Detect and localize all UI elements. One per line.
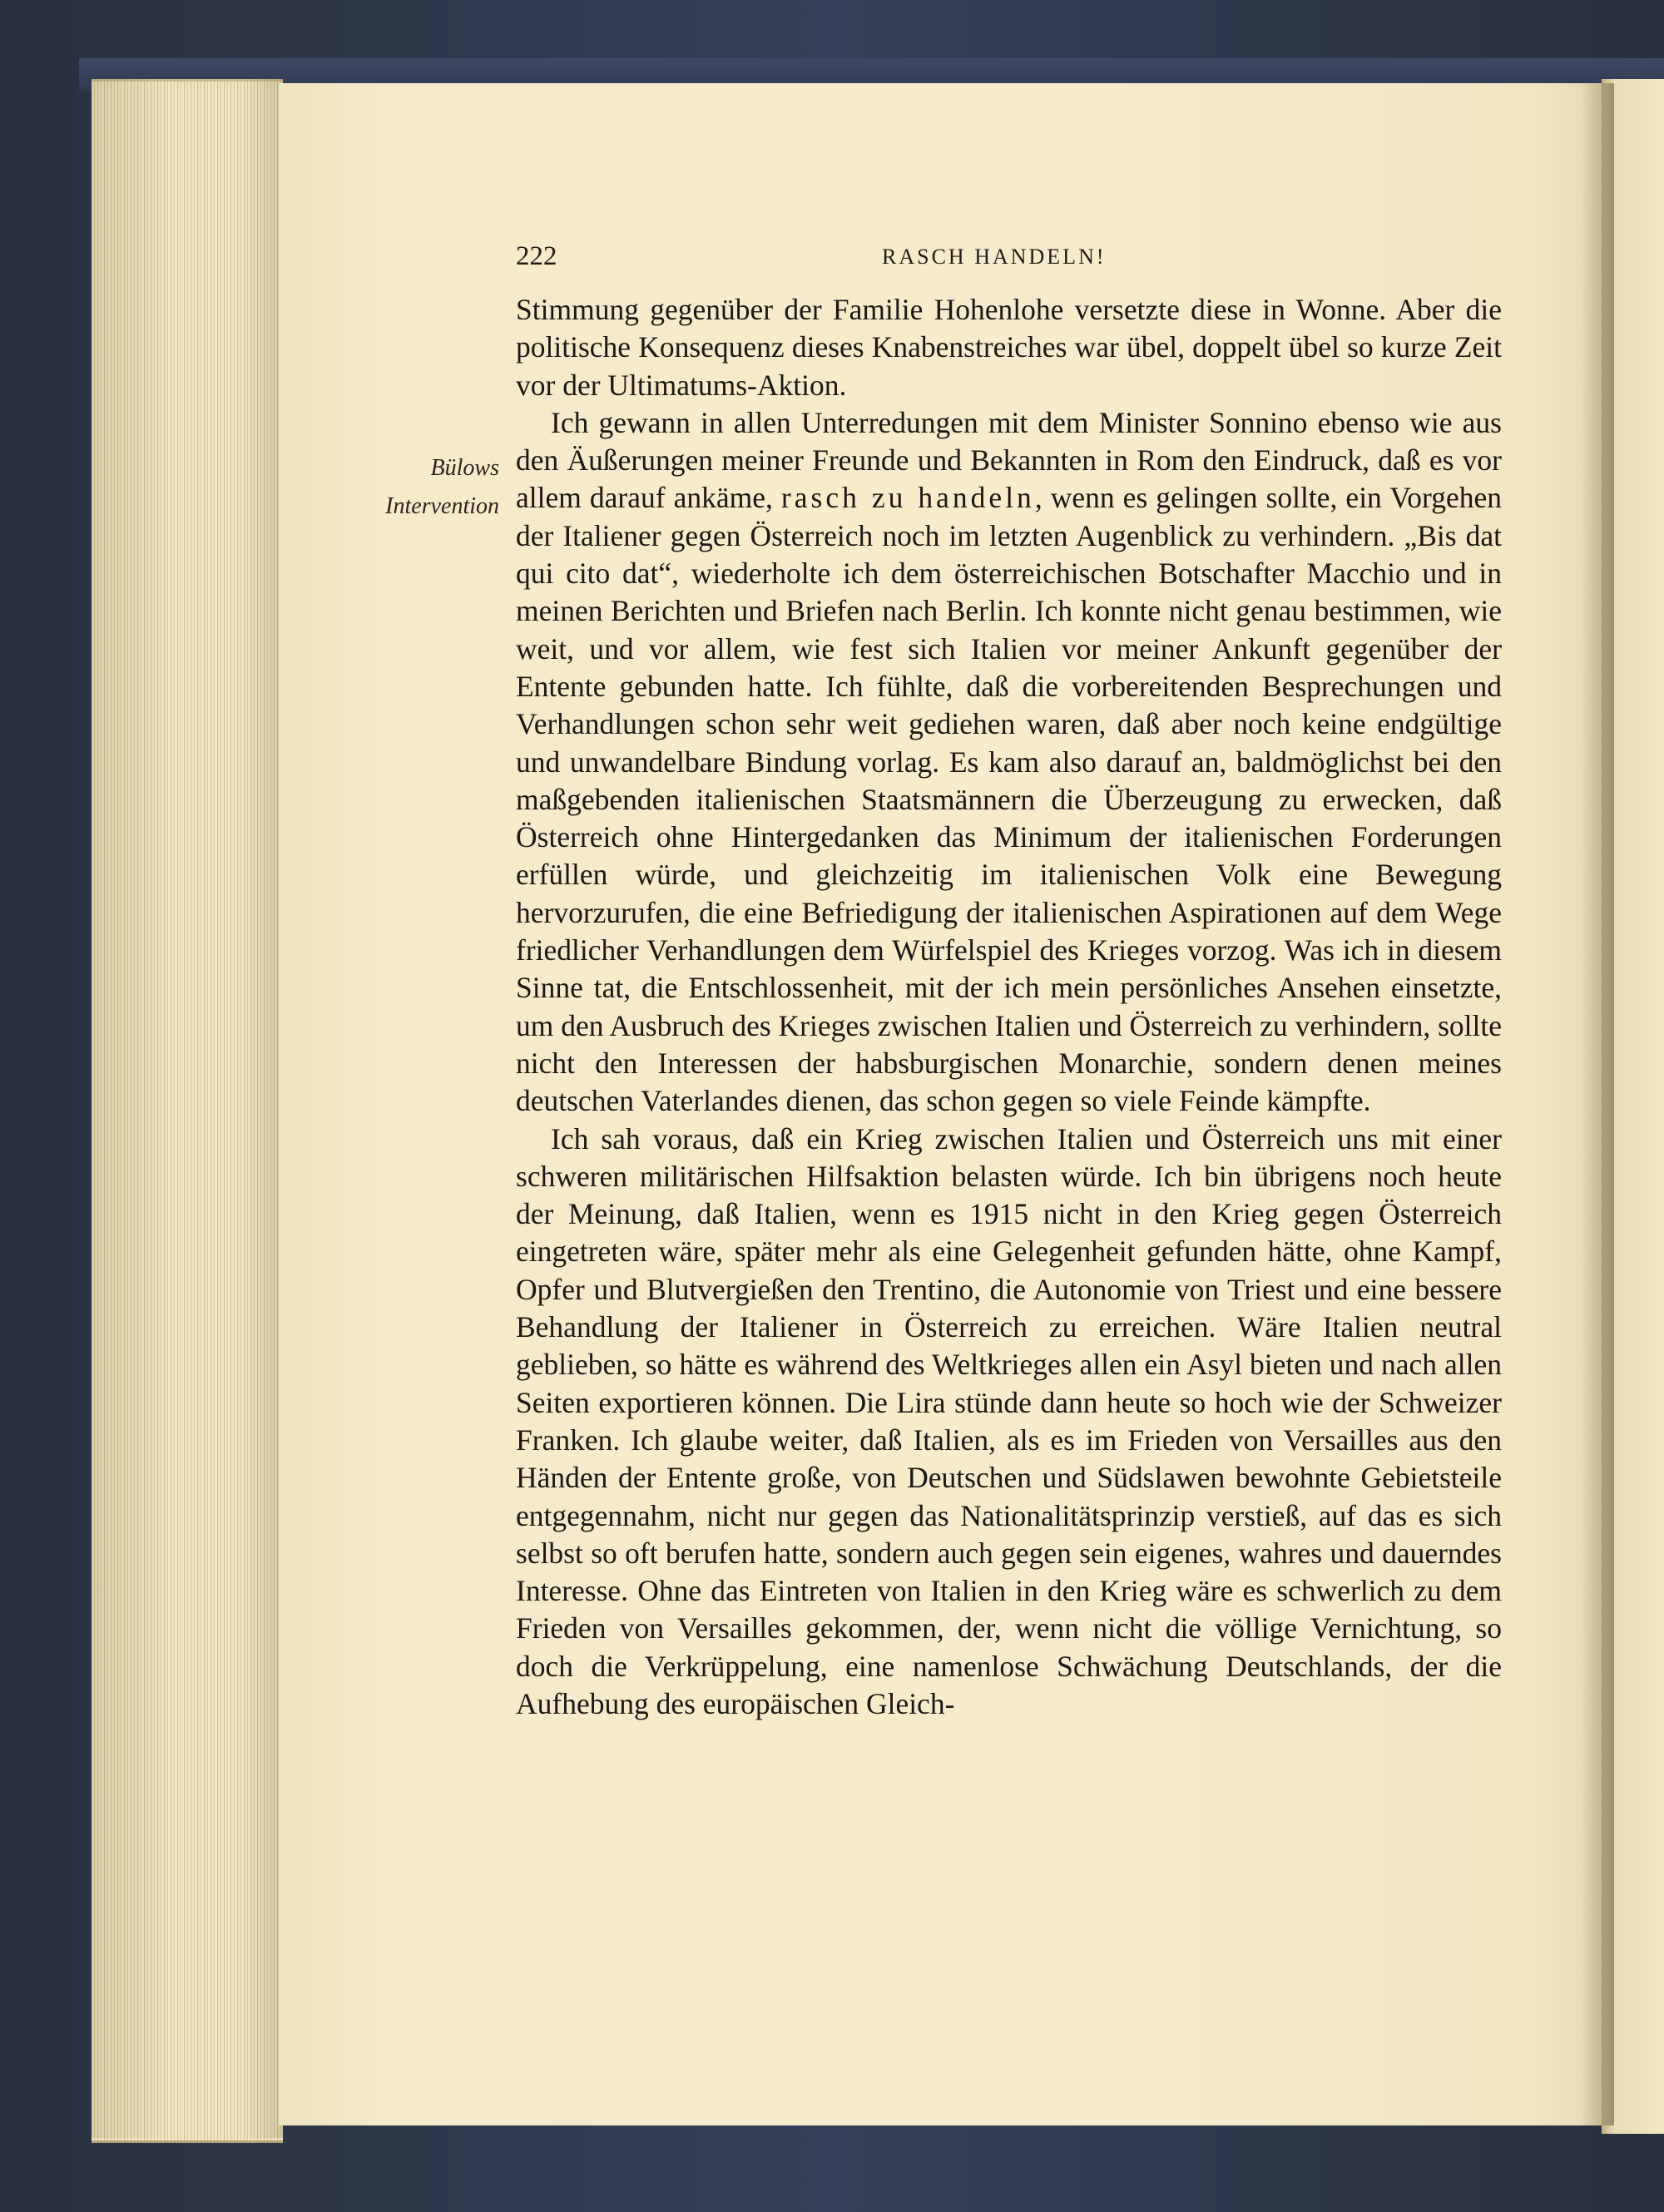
paragraph-2-after: , wenn es gelingen sollte, ein Vorgehen der Italiener gegen Österreich noch im letzten Augenblick zu verhindern. „Bis dat qui cito dat“, wiederholte ich dem österreichischen Botschafter Macchio und in meinen Berichten und Briefen nach Berlin. Ich konnte nicht genau bestimmen, wie weit, und vor allem, wie fest sich Italien vor meiner Ankunft gegenüber der Entente gebunden hatte. Ich fühlte, daß die vorbereitenden Besprechungen und Verhandlungen schon sehr weit gediehen waren, daß aber noch keine endgültige und unwandelbare Bindung vorlag. Es kam also darauf an, baldmöglichst bei den maßgebenden italienischen Staatsmännern die Überzeugung zu erwecken, daß Österreich ohne Hintergedanken das Minimum der italienischen Forderungen erfüllen würde, und gleichzeitig im italienischen Volk eine Bewegung hervorzurufen, die eine Befriedigung der italienischen Aspirationen auf dem Wege friedlicher Verhandlungen dem Würfelspiel des Krieges vorzog. Was ich in diesem Sinne tat, die Entschlossenheit, mit der ich mein persönliches Ansehen einsetzte, um den Ausbruch des Krieges zwischen Italien und Österreich zu verhindern, sollte nicht den Interessen der habsburgischen Monarchie, sondern denen meines deutschen Vaterlandes dienen, das schon gegen so viele Feinde kämpfte. <box>516 481 1502 1118</box>
margin-note-line-2: Intervention <box>385 493 499 519</box>
paragraph-3: Ich sah voraus, daß ein Krieg zwischen Italien und Österreich uns mit einer schweren militärischen Hilfsaktion belasten würde. Ich bin übrigens noch heute der Meinung, daß Italien, wenn es 1915 nicht in den Krieg gegen Österreich eingetreten wäre, später mehr als eine Gelegenheit gefunden hätte, ohne Kampf, Opfer und Blutvergießen den Trentino, die Autonomie von Triest und eine bessere Behandlung der Italiener in Österreich zu erreichen. Wäre Italien neutral geblieben, so hätte es während des Weltkrieges allen ein Asyl bieten und nach allen Seiten exportieren können. Die Lira stünde dann heute so hoch wie der Schweizer Franken. Ich glaube weiter, daß Italien, als es im Frieden von Versailles aus den Händen der Entente große, von Deutschen und Südslawen bewohnte Gebietsteile entgegennahm, nicht nur gegen das Nationalitätsprinzip verstieß, auf das es sich selbst so oft berufen hatte, sondern auch gegen sein eigenes, wahres und dauerndes Interesse. Ohne das Eintreten von Italien in den Krieg wäre es schwerlich zu dem Frieden von Versailles gekommen, der, wenn nicht die völlige Vernichtung, so doch die Verkrüppelung, eine namenlose Schwächung Deutschlands, der die Aufhebung des europäischen Gleich- <box>516 1121 1502 1720</box>
paragraph-2-before: Ich gewann in allen Unterredungen mit dem Minister Sonnino ebenso wie aus den Äußerungen meiner Freunde und Bekannten in Rom den Eindruck, daß es vor allem darauf ankäme, <box>516 405 1502 515</box>
page-number: 222 <box>516 241 557 271</box>
page-gutter-shadow <box>1581 83 1614 2125</box>
body-text <box>516 291 1502 1723</box>
running-head <box>516 241 1502 283</box>
running-head-title: RASCH HANDELN! <box>882 245 1107 269</box>
margin-note <box>349 449 499 526</box>
margin-note-line-1: Bülows <box>430 455 499 481</box>
page-edges-shadow <box>92 79 283 2138</box>
paragraph-1: Stimmung gegenüber der Familie Hohenlohe versetzte diese in Wonne. Aber die politische Konsequenz dieses Knabenstreiches war übel, doppelt übel so kurze Zeit vor der Ultimatums-Aktion. <box>516 293 1502 402</box>
paragraph-2 <box>516 404 1502 1121</box>
paragraph-2-emphasis: rasch zu handeln <box>780 481 1035 515</box>
